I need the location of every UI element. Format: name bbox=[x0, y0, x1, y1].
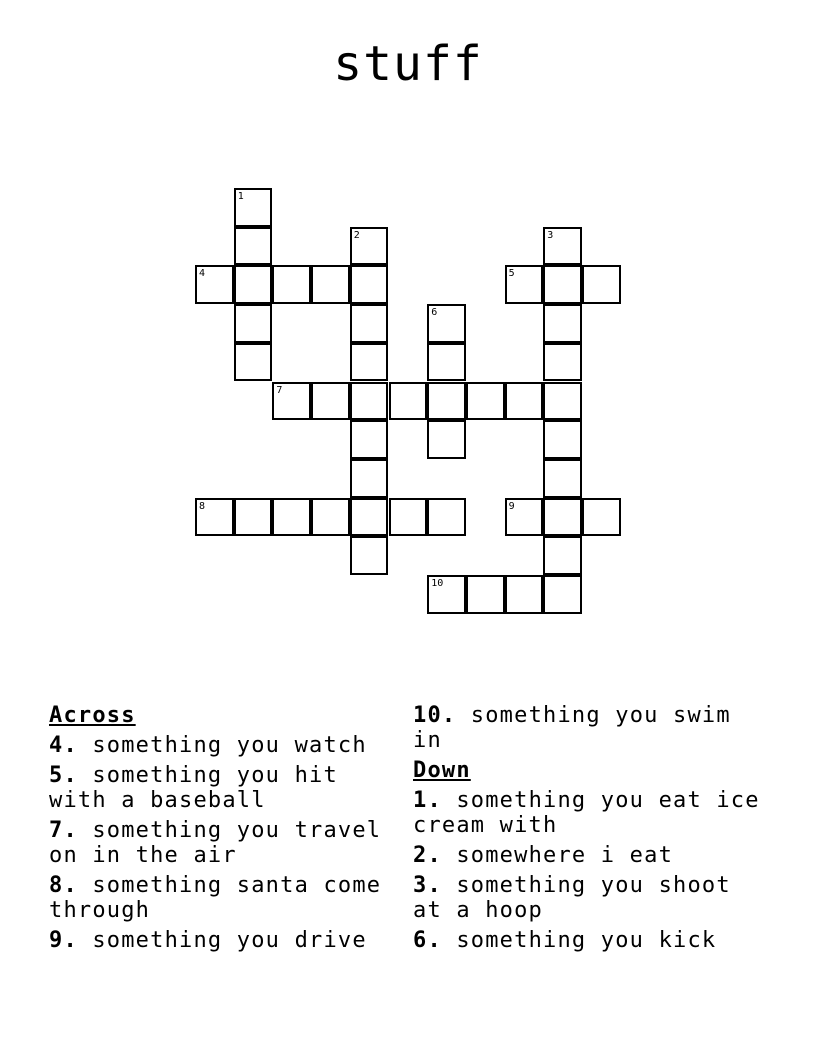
crossword-cell[interactable] bbox=[466, 575, 505, 614]
crossword-cell[interactable] bbox=[195, 498, 234, 537]
down-clue-3 bbox=[413, 873, 763, 923]
crossword-cell[interactable] bbox=[543, 575, 582, 614]
crossword-cell[interactable] bbox=[311, 382, 350, 421]
clue-text: something you eat ice cream with bbox=[413, 788, 760, 838]
crossword-cell[interactable] bbox=[350, 536, 389, 575]
crossword-cell[interactable] bbox=[466, 382, 505, 421]
crossword-cell[interactable] bbox=[543, 459, 582, 498]
crossword-cell[interactable] bbox=[234, 304, 273, 343]
crossword-cell[interactable] bbox=[234, 265, 273, 304]
cell-number: 7 bbox=[276, 384, 283, 396]
clue-number: 4. bbox=[49, 733, 78, 758]
down-clue-2 bbox=[413, 843, 763, 868]
across-clue-8 bbox=[49, 873, 399, 923]
crossword-cell[interactable] bbox=[350, 459, 389, 498]
cell-number: 8 bbox=[199, 500, 206, 512]
across-clue-10 bbox=[413, 703, 763, 753]
crossword-cell[interactable] bbox=[311, 498, 350, 537]
clue-number: 1. bbox=[413, 788, 442, 813]
down-heading: Down bbox=[413, 758, 471, 783]
clue-number: 7. bbox=[49, 818, 78, 843]
crossword-cell[interactable] bbox=[389, 498, 428, 537]
clue-number: 2. bbox=[413, 843, 442, 868]
cell-number: 6 bbox=[431, 307, 438, 319]
clue-text: something you travel on in the air bbox=[49, 818, 382, 868]
across-clue-7 bbox=[49, 818, 399, 868]
crossword-cell[interactable] bbox=[543, 498, 582, 537]
crossword-cell[interactable] bbox=[582, 498, 621, 537]
crossword-cell[interactable] bbox=[350, 420, 389, 459]
crossword-cell[interactable] bbox=[350, 304, 389, 343]
crossword-cell[interactable] bbox=[505, 498, 544, 537]
down-clue-1 bbox=[413, 788, 763, 838]
down-clue-6 bbox=[413, 928, 763, 953]
across-clue-5 bbox=[49, 763, 399, 813]
cell-number: 10 bbox=[431, 578, 444, 589]
clue-number: 10. bbox=[413, 703, 457, 728]
crossword-cell[interactable] bbox=[427, 343, 466, 382]
cell-number: 4 bbox=[199, 268, 206, 280]
crossword-cell[interactable] bbox=[543, 536, 582, 575]
cell-number: 1 bbox=[237, 191, 244, 202]
crossword-cell[interactable] bbox=[427, 420, 466, 459]
across-clue-4 bbox=[49, 733, 399, 758]
clue-number: 3. bbox=[413, 873, 442, 898]
crossword-cell[interactable] bbox=[272, 382, 311, 421]
crossword-cell[interactable] bbox=[234, 227, 273, 266]
crossword-cell[interactable] bbox=[427, 382, 466, 421]
crossword-cell[interactable] bbox=[543, 304, 582, 343]
across-heading: Across bbox=[49, 703, 136, 728]
clue-text: something you watch bbox=[92, 733, 367, 758]
clue-number: 8. bbox=[49, 873, 78, 898]
crossword-cell[interactable] bbox=[195, 265, 234, 304]
crossword-cell[interactable] bbox=[350, 265, 389, 304]
clue-number: 6. bbox=[413, 928, 442, 953]
crossword-cell[interactable] bbox=[311, 265, 350, 304]
clue-text: something santa come through bbox=[49, 873, 382, 923]
clue-text: somewhere i eat bbox=[456, 843, 674, 868]
crossword-cell[interactable] bbox=[350, 498, 389, 537]
crossword-cell[interactable] bbox=[543, 382, 582, 421]
crossword-cell[interactable] bbox=[234, 343, 273, 382]
crossword-cell[interactable] bbox=[582, 265, 621, 304]
crossword-cell[interactable] bbox=[234, 498, 273, 537]
crossword-cell[interactable] bbox=[427, 575, 466, 614]
cell-number: 5 bbox=[508, 268, 515, 280]
crossword-cell[interactable] bbox=[234, 188, 273, 227]
clue-text: something you drive bbox=[92, 928, 367, 953]
cell-number: 9 bbox=[508, 500, 515, 512]
crossword-cell[interactable] bbox=[543, 265, 582, 304]
clue-text: something you shoot at a hoop bbox=[413, 873, 731, 923]
clues-column-right bbox=[413, 703, 763, 958]
crossword-cell[interactable] bbox=[350, 343, 389, 382]
clue-text: something you swim in bbox=[413, 703, 731, 753]
crossword-cell[interactable] bbox=[272, 498, 311, 537]
clues-column-left bbox=[49, 703, 399, 958]
clue-text: something you kick bbox=[456, 928, 717, 953]
crossword-cell[interactable] bbox=[427, 304, 466, 343]
clue-number: 9. bbox=[49, 928, 78, 953]
crossword-cell[interactable] bbox=[543, 420, 582, 459]
clue-text: something you hit with a baseball bbox=[49, 763, 338, 813]
cell-number: 3 bbox=[547, 229, 554, 241]
clue-number: 5. bbox=[49, 763, 78, 788]
crossword-cell[interactable] bbox=[505, 382, 544, 421]
crossword-cell[interactable] bbox=[272, 265, 311, 304]
crossword-cell[interactable] bbox=[389, 382, 428, 421]
crossword-cell[interactable] bbox=[505, 575, 544, 614]
crossword-cell[interactable] bbox=[427, 498, 466, 537]
crossword-cell[interactable] bbox=[350, 227, 389, 266]
crossword-cell[interactable] bbox=[350, 382, 389, 421]
page-title: stuff bbox=[333, 36, 483, 92]
across-clue-9 bbox=[49, 928, 399, 953]
crossword-cell[interactable] bbox=[505, 265, 544, 304]
crossword-cell[interactable] bbox=[543, 227, 582, 266]
crossword-cell[interactable] bbox=[543, 343, 582, 382]
cell-number: 2 bbox=[353, 229, 360, 241]
